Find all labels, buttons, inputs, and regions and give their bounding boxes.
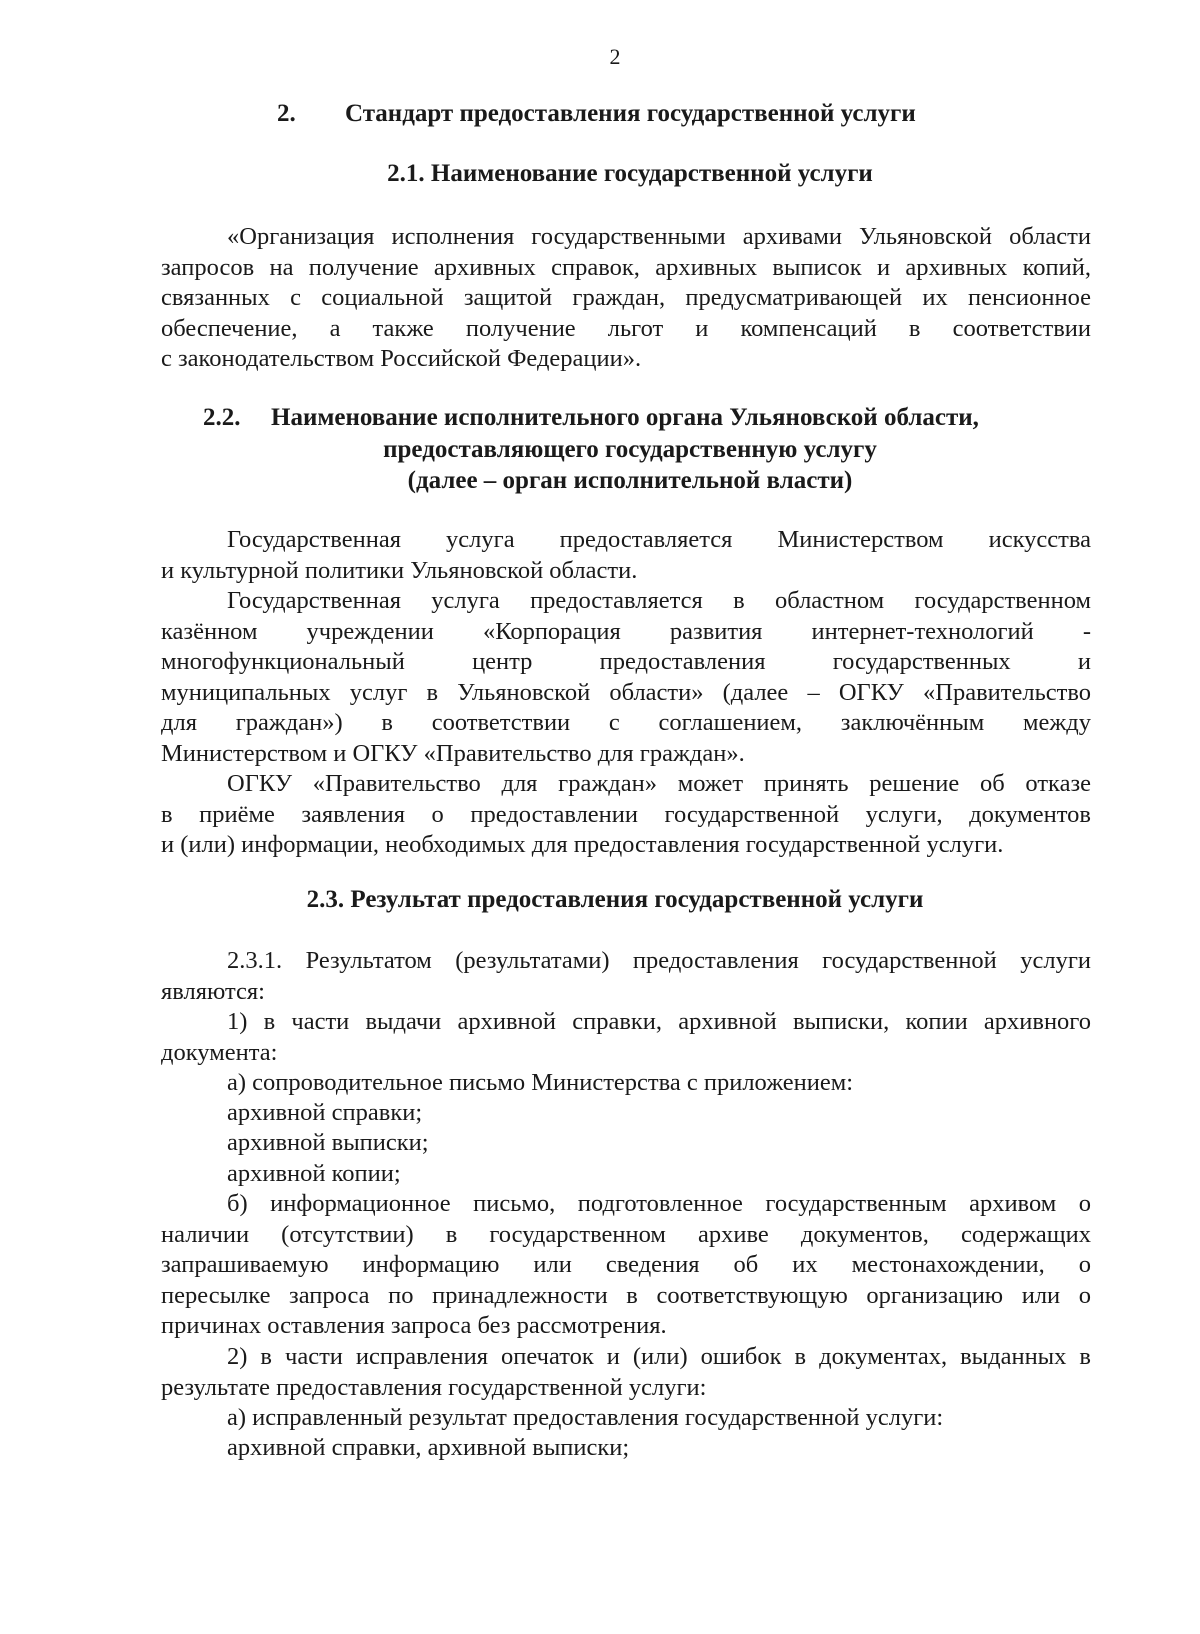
section-2-1-heading: 2.1. Наименование государственной услуги	[387, 160, 873, 187]
paragraph-line: Министерством и ОГКУ «Правительство для граждан».	[161, 739, 745, 767]
paragraph-line: «Организация исполнения государственными архивами Ульяновской области	[227, 223, 1091, 250]
item-2a: а) исправленный результат предоставления государственной услуги:	[227, 1404, 944, 1431]
paragraph-line: 2.3.1. Результатом (результатами) предоставления государственной услуги	[227, 947, 1091, 974]
paragraph-line: казённом учреждении «Корпорация развития интернет-технологий -	[161, 617, 1091, 645]
paragraph-line: Государственная услуга предоставляется Министерством искусства	[227, 526, 1091, 553]
paragraph-line: ОГКУ «Правительство для граждан» может принять решение об отказе	[227, 770, 1091, 797]
section-2-2-number: 2.2.	[203, 404, 241, 431]
item-1a-archive-extract: архивной выписки;	[227, 1129, 429, 1156]
paragraph-line: причинах оставления запроса без рассмотрения.	[161, 1312, 667, 1339]
section-2-2-paragraph-1	[161, 525, 1091, 586]
item-2-paragraph	[161, 1342, 1091, 1403]
section-2-title: Стандарт предоставления государственной услуги	[345, 100, 916, 127]
item-1a: а) сопроводительное письмо Министерства с приложением:	[227, 1069, 854, 1096]
paragraph-line: и культурной политики Ульяновской области.	[161, 556, 638, 584]
paragraph-line: связанных с социальной защитой граждан, предусматривающей их пенсионное	[161, 284, 1091, 311]
item-1-paragraph	[161, 1007, 1091, 1068]
paragraph-line: результате предоставления государственной услуги:	[161, 1373, 707, 1401]
paragraph-line: наличии (отсутствии) в государственном архиве документов, содержащих	[161, 1220, 1091, 1248]
section-2-3-1-paragraph	[161, 946, 1091, 1007]
section-2-number: 2.	[277, 100, 296, 127]
paragraph-line: обеспечение, а также получение льгот и компенсаций в соответствии	[161, 314, 1091, 342]
paragraph-line: запрашиваемую информацию или сведения об их местонахождении, о	[161, 1251, 1091, 1278]
section-2-2-paragraph-2	[161, 586, 1091, 769]
paragraph-line: в приёме заявления о предоставлении государственной услуги, документов	[161, 800, 1091, 828]
item-1a-archive-reference: архивной справки;	[227, 1099, 423, 1126]
section-2-2-heading	[203, 402, 979, 434]
section-2-2-title-line-3: (далее – орган исполнительной власти)	[407, 467, 853, 494]
paragraph-line: документа:	[161, 1038, 278, 1066]
item-1b-paragraph	[161, 1189, 1091, 1342]
section-2-3-heading: 2.3. Результат предоставления государственной услуги	[306, 886, 924, 913]
paragraph-line: для граждан») в соответствии с соглашением, заключённым между	[161, 709, 1091, 736]
paragraph-line: пересылке запроса по принадлежности в соответствующую организацию или о	[161, 1281, 1091, 1309]
item-1a-archive-copy: архивной копии;	[227, 1160, 401, 1187]
section-2-2-paragraph-3	[161, 769, 1091, 861]
paragraph-line: б) информационное письмо, подготовленное государственным архивом о	[227, 1190, 1091, 1217]
paragraph-line: и (или) информации, необходимых для предоставления государственной услуги.	[161, 831, 1004, 858]
paragraph-line: 1) в части выдачи архивной справки, архивной выписки, копии архивного	[227, 1008, 1091, 1035]
section-2-2-title-line-1: Наименование исполнительного органа Ульяновской области,	[271, 404, 979, 431]
section-2-2-title-line-2: предоставляющего государственную услугу	[383, 436, 877, 463]
paragraph-line: являются:	[161, 977, 265, 1005]
paragraph-line: 2) в части исправления опечаток и (или) ошибок в документах, выданных в	[227, 1343, 1091, 1370]
paragraph-line: многофункциональный центр предоставления государственных и	[161, 648, 1091, 675]
paragraph-line: с законодательством Российской Федерации».	[161, 345, 642, 372]
paragraph-line: запросов на получение архивных справок, архивных выписок и архивных копий,	[161, 253, 1091, 281]
paragraph-line: муниципальных услуг в Ульяновской области» (далее – ОГКУ «Правительство	[161, 678, 1091, 706]
page-number: 2	[609, 44, 621, 69]
item-2a-reference-extract: архивной справки, архивной выписки;	[227, 1434, 630, 1461]
paragraph-line: Государственная услуга предоставляется в областном государственном	[227, 587, 1091, 614]
section-2-heading	[277, 98, 916, 130]
section-2-1-paragraph	[161, 222, 1091, 375]
